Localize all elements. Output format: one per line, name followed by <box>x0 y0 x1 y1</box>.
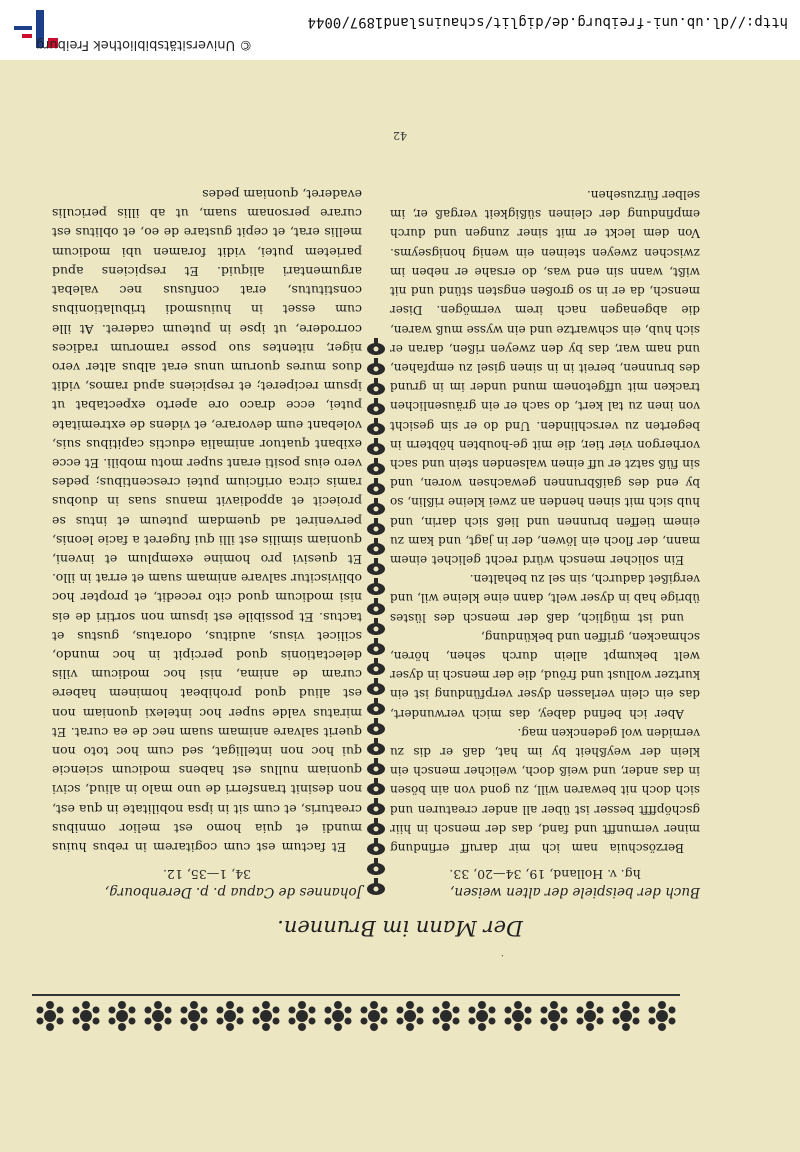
ornament-rule <box>32 994 680 996</box>
german-paragraph: Ein solicher mensch würd recht gelichet einem mann, der floch ein löwen, der in jagt, und kam zu einem tieffen brunnen und ließ sich darin, und hub sich mit sinen henden an zwei kleine rißlin, so by end des gaißbrunnen gewachsen woren, und sin füß satzt er uff einen walsenden stein und sach vorhergon vier tier, die mit ge-houbten höbtern in begerten zu verschlinden. Und do er sin gesicht von inen zu tal kert, do sach er ein gräusenlichen tracken mit uffgetonem mund under im in grund des brunnen, bereit in in sinen gisel zu empfahen, und nam war, das by den zweyen rißen, daran er sich hub, ein schwartze und ein wysse muß waren, die abgenagen nach irem vermögen. Diser mensch, da er in so großen engsten stünd und nit wißt, wann sin end was, do ersahe er neben im zwischen zweyen steinen ein wenig honigseyms. Von dem leckt er mit siner zungen und durch empfindung der cleinen süßigkeit vergaß er, im selber fürzusehen. <box>390 188 700 567</box>
german-source-title: Buch der beispiele der alten weisen, <box>450 884 700 900</box>
page-number: 42 <box>393 129 407 142</box>
column-divider-ornament <box>362 324 390 898</box>
stray-dot: · <box>500 949 504 960</box>
german-paragraph: Berzöschuia nam ich mir daruff erfindung miner vernunfft und fand, das der mensch in hiir gschöpffft besser ist über all ander creaturen und sich doch nit bewaren will, zu gond von ain bösen in das ander, und weiß doch, welicher mensch ein klein der weyßheit by im hat, daß er dis zu verniden wol gedencken mag. <box>390 725 700 855</box>
latin-column <box>52 185 362 900</box>
german-paragraph: und ist müglich, daß der mensch des lüstes übrige hab in dyser welt, dann eine kleine wil, und vergißet dadurch, sin sel zu behalten. <box>390 572 700 625</box>
german-paragraph: Aber ich befind dabey, das mich verwundert, das ein clein verlassen dyser verpfündung ist ein kurtzer wollust und fröud, die der mensch in dyser welt bekumpt allein durch sehen, hören, schmacken, griffen und bekündung, <box>390 629 700 721</box>
latin-source-title: Johannes de Capua p. p. Derenbourg, <box>104 884 362 900</box>
copyright-line: © Universitätsbibliothek Freiburg <box>36 37 253 52</box>
ornament-band <box>32 998 680 1034</box>
german-source-ref: hg. v. Holland, 19, 34—20, 33. <box>449 867 641 882</box>
divider-link-icon <box>367 878 385 895</box>
german-column <box>390 185 700 900</box>
latin-paragraph: Et factum est cum cogitarem in rebus huius mundi et quia homo est melior omnibus creaturis, et cum sit in ipsa nobilitate in qua est, non desinit transferri de uno malo in aliud, scivi quoniam nullus est habens modicum sciencie qui hoc non intelligat, sed cum hoc toto non querit salvare animam suam nec de ea curat. Et miratus valde super hoc intelexi quoniam non est aliud quod prohibeat hominem habere curam de anima, nisi hoc modicum vilis delectationis quod percipit in hoc mundo, scilicet visus, auditus, odoratus, gustus et tactus. Et possibile est ipsum non sortiri de eis nisi modicum quod cito recedit, et propter hoc obliviscitur salvare animam suam et errat in illo. Et quesivi pro homine exemplum et inveni, quoniam similis est illi qui fugeret a facie leonis, perveniret ad quemdam puteum et intus se proiecit et appodiavit manus suas in duobus ramis circa orificium putei crescentibus; pedes vero eius positi erant super motu mobili. Et ecce exibant quatuor animalia eductis capitibus suis, volebant eum devorare, et videns de extremitate putei, ecce draco ore aperto expectabat ut ipsum reciperet; et respiciens apud ramos, vidit duos mures quorum unus erat albus alter vero niger, nitentes suo posse ramorum radices corrodere, ut ipse in puteum caderet. At ille cum esset in huiusmodi tribulationibus constitutus, erat confusus nec valebat argumentari aliquid. Et respiciens apud parietem putei, vidit foramen ubi modicum mellis erat, et cepit gustare de eo, et oblitus est curare personam suam, ut ab illis periculis evaderet, quoniam pedes <box>52 187 362 855</box>
latin-source-ref: 34, 1—35, 12. <box>162 867 252 882</box>
permalink-url[interactable]: http://dl.ub.uni-freiburg.de/diglit/schauinsland1897/0044 <box>307 14 788 30</box>
library-header-bar <box>0 0 800 60</box>
logo-red-bar <box>22 34 32 38</box>
logo-blue-stroke <box>14 26 32 30</box>
flower-ornament-icon <box>649 1001 676 1031</box>
book-page <box>0 60 800 1152</box>
page-title: Der Mann im Brunnen. <box>277 916 523 940</box>
